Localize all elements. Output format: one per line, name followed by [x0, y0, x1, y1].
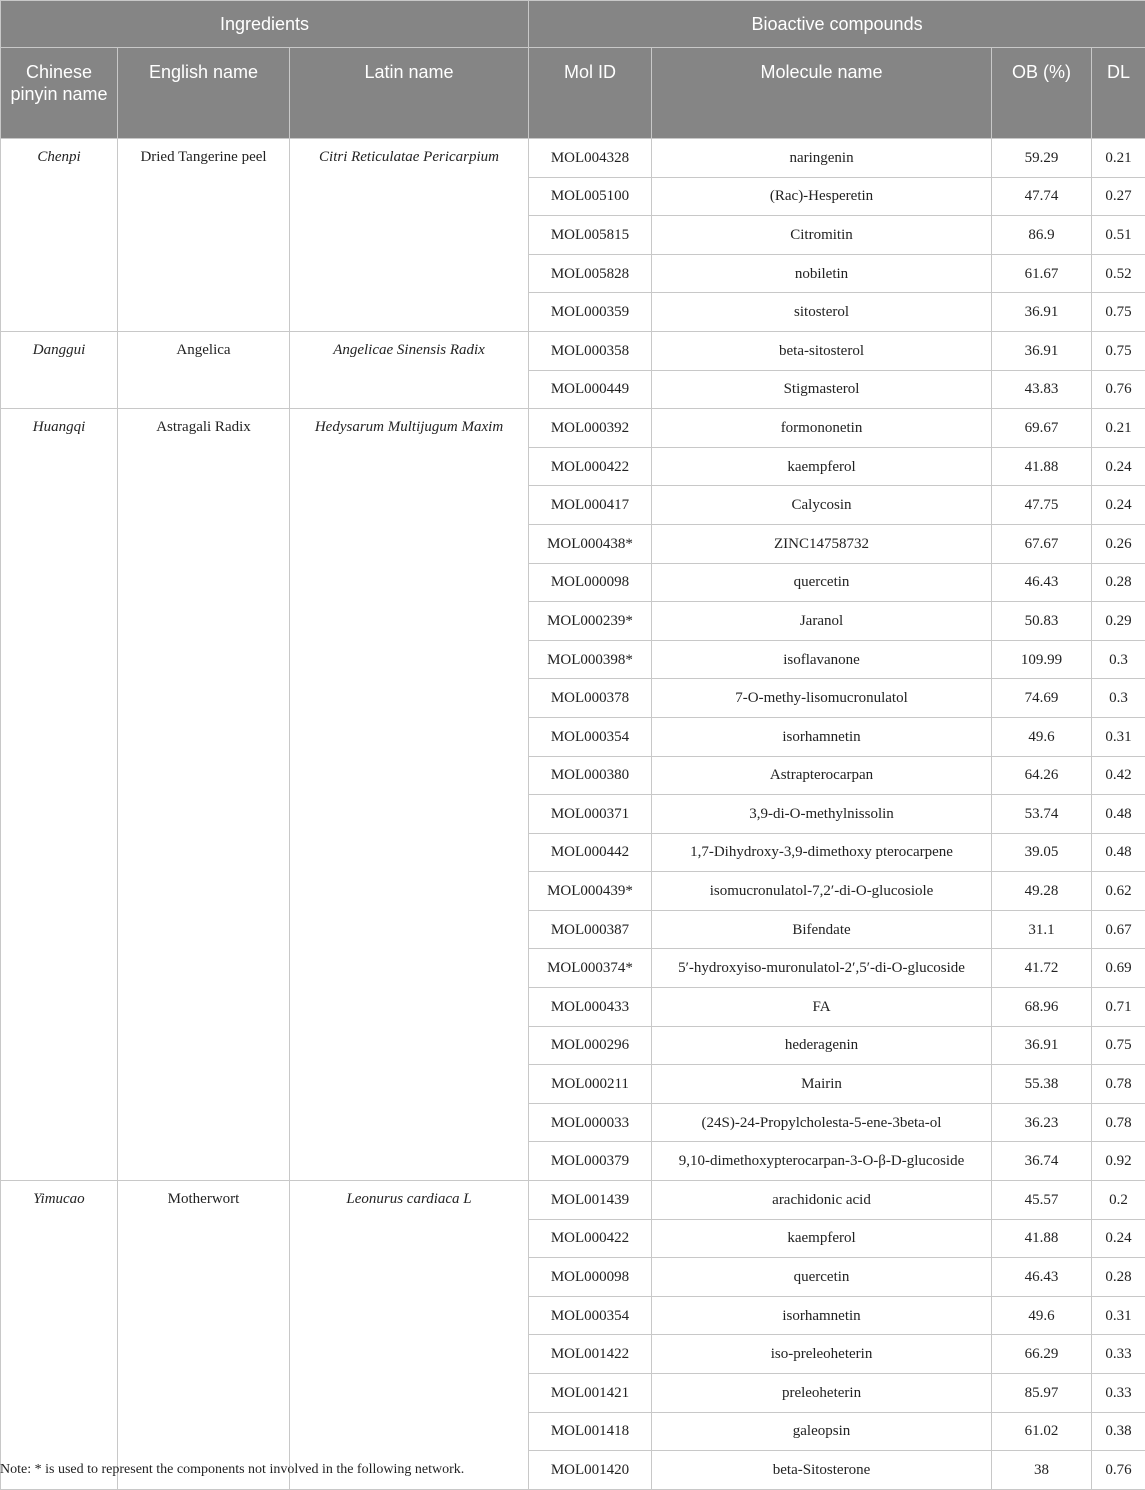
mol-id-cell: MOL000442 — [529, 833, 652, 872]
ob-cell: 47.74 — [992, 177, 1092, 216]
mol-id-cell: MOL000239* — [529, 602, 652, 641]
molecule-name-cell: nobiletin — [652, 254, 992, 293]
dl-cell: 0.76 — [1092, 370, 1145, 409]
ob-cell: 36.91 — [992, 1026, 1092, 1065]
table-note: Note: * is used to represent the components not involved in the following network. — [0, 1462, 464, 1478]
mol-id-cell: MOL004328 — [529, 139, 652, 178]
molecule-name-cell: 5′-hydroxyiso-muronulatol-2′,5′-di-O-glucoside — [652, 949, 992, 988]
english-name-cell: Angelica — [118, 331, 290, 408]
molecule-name-cell: Stigmasterol — [652, 370, 992, 409]
dl-cell: 0.67 — [1092, 910, 1145, 949]
molecule-name-cell: formononetin — [652, 409, 992, 448]
ob-cell: 55.38 — [992, 1065, 1092, 1104]
ob-cell: 41.88 — [992, 447, 1092, 486]
mol-id-cell: MOL000438* — [529, 524, 652, 563]
ob-cell: 68.96 — [992, 988, 1092, 1027]
mol-id-cell: MOL000417 — [529, 486, 652, 525]
mol-id-cell: MOL005815 — [529, 216, 652, 255]
mol-id-cell: MOL000378 — [529, 679, 652, 718]
ob-cell: 49.6 — [992, 717, 1092, 756]
header-mol-id: Mol ID — [529, 48, 652, 139]
mol-id-cell: MOL000380 — [529, 756, 652, 795]
mol-id-cell: MOL000296 — [529, 1026, 652, 1065]
molecule-name-cell: sitosterol — [652, 293, 992, 332]
dl-cell: 0.28 — [1092, 563, 1145, 602]
molecule-name-cell: FA — [652, 988, 992, 1027]
dl-cell: 0.21 — [1092, 139, 1145, 178]
header-ingredients: Ingredients — [1, 1, 529, 48]
mol-id-cell: MOL000371 — [529, 795, 652, 834]
ob-cell: 41.88 — [992, 1219, 1092, 1258]
molecule-name-cell: beta-sitosterol — [652, 331, 992, 370]
molecule-name-cell: galeopsin — [652, 1412, 992, 1451]
mol-id-cell: MOL000098 — [529, 1258, 652, 1297]
mol-id-cell: MOL000359 — [529, 293, 652, 332]
dl-cell: 0.62 — [1092, 872, 1145, 911]
molecule-name-cell: Astrapterocarpan — [652, 756, 992, 795]
molecule-name-cell: 7-O-methy-lisomucronulatol — [652, 679, 992, 718]
ob-cell: 49.6 — [992, 1296, 1092, 1335]
mol-id-cell: MOL000211 — [529, 1065, 652, 1104]
dl-cell: 0.78 — [1092, 1065, 1145, 1104]
mol-id-cell: MOL000433 — [529, 988, 652, 1027]
dl-cell: 0.38 — [1092, 1412, 1145, 1451]
ob-cell: 61.02 — [992, 1412, 1092, 1451]
ob-cell: 38 — [992, 1451, 1092, 1490]
header-dl: DL — [1092, 48, 1145, 139]
ob-cell: 74.69 — [992, 679, 1092, 718]
ob-cell: 69.67 — [992, 409, 1092, 448]
molecule-name-cell: naringenin — [652, 139, 992, 178]
ob-cell: 53.74 — [992, 795, 1092, 834]
dl-cell: 0.33 — [1092, 1374, 1145, 1413]
pinyin-name-cell: Danggui — [1, 331, 118, 408]
latin-name-cell: Citri Reticulatae Pericarpium — [290, 139, 529, 332]
mol-id-cell: MOL000449 — [529, 370, 652, 409]
pinyin-name-cell: Yimucao — [1, 1181, 118, 1490]
molecule-name-cell: isoflavanone — [652, 640, 992, 679]
molecule-name-cell: 1,7-Dihydroxy-3,9-dimethoxy pterocarpene — [652, 833, 992, 872]
molecule-name-cell: Bifendate — [652, 910, 992, 949]
molecule-name-cell: 3,9-di-O-methylnissolin — [652, 795, 992, 834]
header-ob: OB (%) — [992, 48, 1092, 139]
dl-cell: 0.78 — [1092, 1103, 1145, 1142]
dl-cell: 0.3 — [1092, 640, 1145, 679]
header-pinyin-name: Chinese pinyin name — [1, 48, 118, 139]
dl-cell: 0.29 — [1092, 602, 1145, 641]
header-bioactive-compounds: Bioactive compounds — [529, 1, 1145, 48]
molecule-name-cell: isorhamnetin — [652, 717, 992, 756]
mol-id-cell: MOL000392 — [529, 409, 652, 448]
molecule-name-cell: Calycosin — [652, 486, 992, 525]
dl-cell: 0.24 — [1092, 486, 1145, 525]
dl-cell: 0.21 — [1092, 409, 1145, 448]
ob-cell: 36.23 — [992, 1103, 1092, 1142]
molecule-name-cell: 9,10-dimethoxypterocarpan-3-O-β-D-glucoside — [652, 1142, 992, 1181]
dl-cell: 0.33 — [1092, 1335, 1145, 1374]
ob-cell: 61.67 — [992, 254, 1092, 293]
mol-id-cell: MOL000374* — [529, 949, 652, 988]
ob-cell: 49.28 — [992, 872, 1092, 911]
table-row — [1, 331, 1145, 370]
ob-cell: 59.29 — [992, 139, 1092, 178]
mol-id-cell: MOL000098 — [529, 563, 652, 602]
ob-cell: 41.72 — [992, 949, 1092, 988]
ob-cell: 50.83 — [992, 602, 1092, 641]
dl-cell: 0.76 — [1092, 1451, 1145, 1490]
dl-cell: 0.48 — [1092, 795, 1145, 834]
ob-cell: 36.74 — [992, 1142, 1092, 1181]
mol-id-cell: MOL000439* — [529, 872, 652, 911]
molecule-name-cell: preleoheterin — [652, 1374, 992, 1413]
table-header — [1, 1, 1145, 139]
ob-cell: 45.57 — [992, 1181, 1092, 1220]
ob-cell: 31.1 — [992, 910, 1092, 949]
ob-cell: 36.91 — [992, 293, 1092, 332]
dl-cell: 0.2 — [1092, 1181, 1145, 1220]
ob-cell: 64.26 — [992, 756, 1092, 795]
english-name-cell: Astragali Radix — [118, 409, 290, 1181]
mol-id-cell: MOL000398* — [529, 640, 652, 679]
molecule-name-cell: (Rac)-Hesperetin — [652, 177, 992, 216]
dl-cell: 0.71 — [1092, 988, 1145, 1027]
english-name-cell: Motherwort — [118, 1181, 290, 1490]
mol-id-cell: MOL005100 — [529, 177, 652, 216]
dl-cell: 0.75 — [1092, 1026, 1145, 1065]
dl-cell: 0.27 — [1092, 177, 1145, 216]
molecule-name-cell: Jaranol — [652, 602, 992, 641]
pinyin-name-cell: Huangqi — [1, 409, 118, 1181]
english-name-cell: Dried Tangerine peel — [118, 139, 290, 332]
molecule-name-cell: Mairin — [652, 1065, 992, 1104]
header-molecule-name: Molecule name — [652, 48, 992, 139]
ob-cell: 67.67 — [992, 524, 1092, 563]
ob-cell: 46.43 — [992, 1258, 1092, 1297]
latin-name-cell: Angelicae Sinensis Radix — [290, 331, 529, 408]
molecule-name-cell: kaempferol — [652, 1219, 992, 1258]
ob-cell: 43.83 — [992, 370, 1092, 409]
mol-id-cell: MOL001421 — [529, 1374, 652, 1413]
ob-cell: 39.05 — [992, 833, 1092, 872]
mol-id-cell: MOL000387 — [529, 910, 652, 949]
ob-cell: 36.91 — [992, 331, 1092, 370]
latin-name-cell: Leonurus cardiaca L — [290, 1181, 529, 1490]
molecule-name-cell: isorhamnetin — [652, 1296, 992, 1335]
dl-cell: 0.69 — [1092, 949, 1145, 988]
ob-cell: 46.43 — [992, 563, 1092, 602]
molecule-name-cell: arachidonic acid — [652, 1181, 992, 1220]
pinyin-name-cell: Chenpi — [1, 139, 118, 332]
table-row — [1, 409, 1145, 448]
molecule-name-cell: quercetin — [652, 1258, 992, 1297]
molecule-name-cell: hederagenin — [652, 1026, 992, 1065]
dl-cell: 0.75 — [1092, 331, 1145, 370]
dl-cell: 0.75 — [1092, 293, 1145, 332]
molecule-name-cell: ZINC14758732 — [652, 524, 992, 563]
mol-id-cell: MOL000422 — [529, 1219, 652, 1258]
dl-cell: 0.28 — [1092, 1258, 1145, 1297]
molecule-name-cell: (24S)-24-Propylcholesta-5-ene-3beta-ol — [652, 1103, 992, 1142]
ob-cell: 85.97 — [992, 1374, 1092, 1413]
latin-name-cell: Hedysarum Multijugum Maxim — [290, 409, 529, 1181]
dl-cell: 0.42 — [1092, 756, 1145, 795]
header-english-name: English name — [118, 48, 290, 139]
mol-id-cell: MOL000358 — [529, 331, 652, 370]
mol-id-cell: MOL001422 — [529, 1335, 652, 1374]
ob-cell: 47.75 — [992, 486, 1092, 525]
dl-cell: 0.31 — [1092, 1296, 1145, 1335]
mol-id-cell: MOL001439 — [529, 1181, 652, 1220]
mol-id-cell: MOL000354 — [529, 717, 652, 756]
molecule-name-cell: iso-preleoheterin — [652, 1335, 992, 1374]
molecule-name-cell: Citromitin — [652, 216, 992, 255]
molecule-name-cell: quercetin — [652, 563, 992, 602]
ob-cell: 86.9 — [992, 216, 1092, 255]
dl-cell: 0.48 — [1092, 833, 1145, 872]
dl-cell: 0.24 — [1092, 447, 1145, 486]
mol-id-cell: MOL000379 — [529, 1142, 652, 1181]
table-row — [1, 139, 1145, 178]
ob-cell: 109.99 — [992, 640, 1092, 679]
molecule-name-cell: beta-Sitosterone — [652, 1451, 992, 1490]
dl-cell: 0.26 — [1092, 524, 1145, 563]
dl-cell: 0.24 — [1092, 1219, 1145, 1258]
mol-id-cell: MOL005828 — [529, 254, 652, 293]
table-row — [1, 1181, 1145, 1220]
mol-id-cell: MOL001418 — [529, 1412, 652, 1451]
ob-cell: 66.29 — [992, 1335, 1092, 1374]
mol-id-cell: MOL000422 — [529, 447, 652, 486]
dl-cell: 0.31 — [1092, 717, 1145, 756]
dl-cell: 0.3 — [1092, 679, 1145, 718]
mol-id-cell: MOL000033 — [529, 1103, 652, 1142]
mol-id-cell: MOL000354 — [529, 1296, 652, 1335]
header-latin-name: Latin name — [290, 48, 529, 139]
molecule-name-cell: kaempferol — [652, 447, 992, 486]
mol-id-cell: MOL001420 — [529, 1451, 652, 1490]
molecule-name-cell: isomucronulatol-7,2′-di-O-glucosiole — [652, 872, 992, 911]
dl-cell: 0.52 — [1092, 254, 1145, 293]
dl-cell: 0.92 — [1092, 1142, 1145, 1181]
table-body — [1, 139, 1145, 1490]
dl-cell: 0.51 — [1092, 216, 1145, 255]
